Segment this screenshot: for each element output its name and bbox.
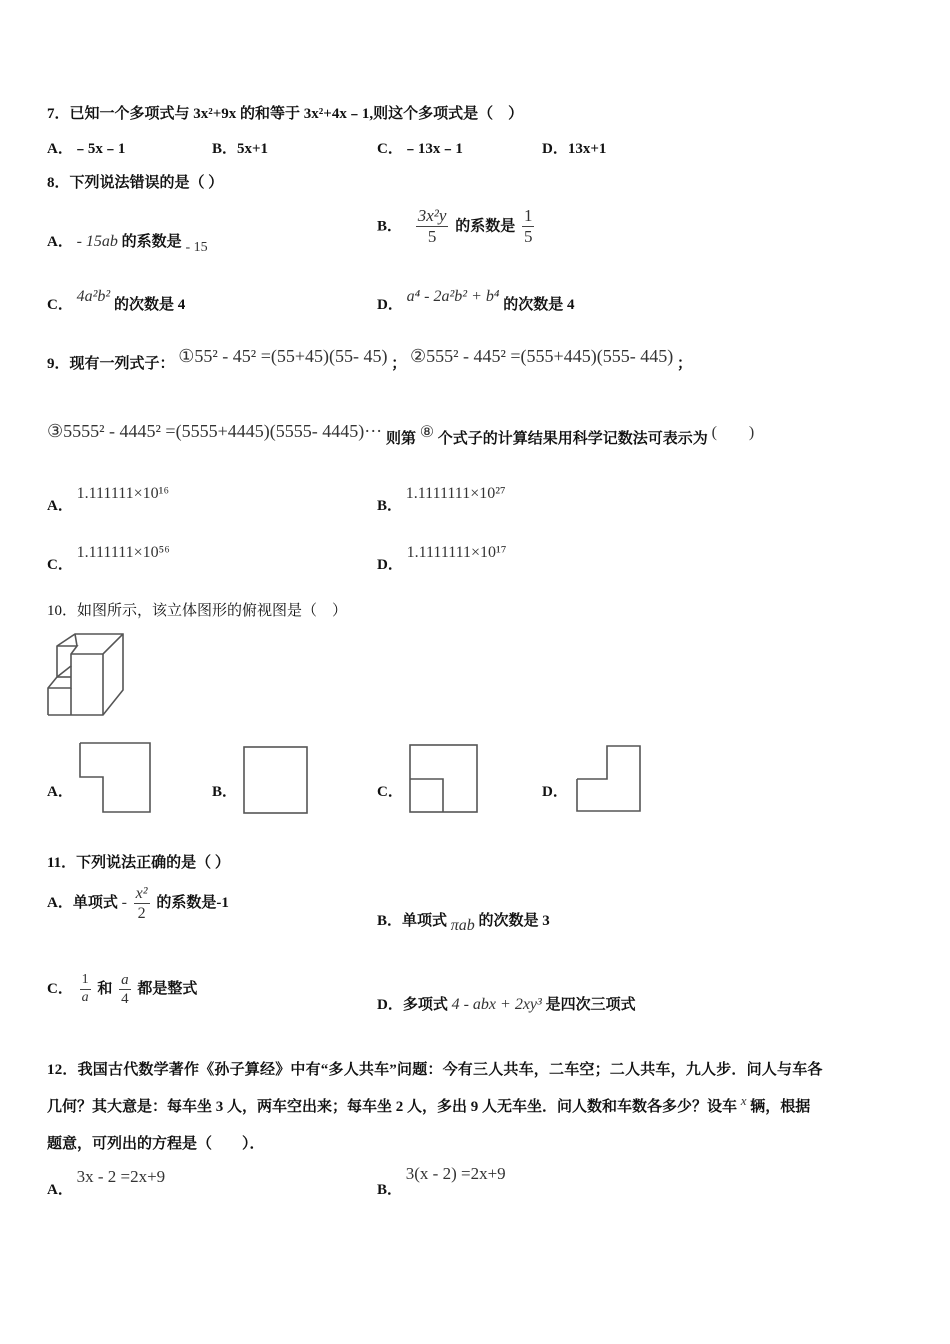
q7-option-d: D．13x+1	[542, 141, 607, 157]
option-value: 1.111111×10¹⁶	[76, 485, 170, 502]
q10-option-b: B．	[212, 784, 238, 800]
option-label: C．	[47, 297, 73, 313]
option-label: A．	[47, 1182, 73, 1198]
q7-option-b: B．5x+1	[212, 141, 269, 157]
option-value: 1.111111×10⁵⁶	[76, 544, 170, 561]
option-label: A．	[47, 498, 73, 514]
q12-line-2	[47, 1095, 810, 1116]
stem-text: 则第	[385, 431, 416, 447]
math-expression: 4a²b²	[76, 288, 111, 305]
q12-line-1: 12．我国古代数学著作《孙子算经》中有“多人共车”问题：今有三人共车，二车空；二人共车，九人步．问人与车各	[47, 1062, 823, 1078]
numerator: x²	[134, 884, 150, 904]
q7-option-a: A．﹣5x﹣1	[47, 141, 126, 157]
math-expression: πab	[450, 917, 475, 934]
math-expression-1: ①55² - 45² =(55+45)(55- 45)	[178, 346, 388, 366]
stem-text: 辆，根据	[750, 1099, 811, 1115]
q11-option-c	[47, 971, 197, 1008]
fraction	[119, 971, 131, 1008]
q7-stem: 7．已知一个多项式与 3x²+9x 的和等于 3x²+4x﹣1,则这个多项式是（ ）	[47, 106, 524, 122]
q11-option-b	[377, 909, 550, 934]
q10-stem: 10．如图所示，该立体图形的俯视图是（ ）	[47, 603, 348, 619]
top-view-option-a-shape	[80, 743, 150, 812]
option-text: 的系数是	[121, 234, 182, 250]
numerator: 3x²y	[416, 206, 449, 227]
option-value: 3(x - 2) =2x+9	[405, 1164, 506, 1183]
minus-sign: -	[121, 894, 127, 912]
fraction	[80, 972, 91, 1007]
separator: ；	[676, 356, 692, 372]
stem-text: 个式子的计算结果用科学记数法可表示为	[437, 431, 708, 447]
option-label: B．	[377, 218, 403, 235]
option-value: 1.1111111×10¹⁷	[406, 544, 507, 561]
option-label: D．	[377, 297, 403, 313]
q10-option-a: A．	[47, 784, 73, 800]
numerator: 1	[80, 972, 91, 990]
q8-stem: 8．下列说法错误的是（ ）	[47, 175, 224, 191]
option-label: C．	[47, 557, 73, 573]
denominator: 5	[427, 227, 437, 247]
denominator: 4	[121, 991, 129, 1007]
option-text: 的系数是	[455, 218, 516, 235]
numerator: a	[121, 972, 129, 988]
option-value: 3x - 2 =2x+9	[76, 1167, 166, 1186]
separator: ；	[391, 356, 407, 372]
numerator: 1	[522, 206, 535, 227]
stem-text: 几何？其大意是：每车坐 3 人，两车空出来；每车坐 2 人，多出 9 人无车坐．问人数和车数各多少？设车	[47, 1099, 738, 1115]
fraction	[134, 884, 150, 923]
q10-option-c: C．	[377, 784, 403, 800]
option-value: 1.1111111×10²⁷	[405, 485, 506, 502]
conjunction: 和	[97, 980, 113, 997]
q11-stem: 11．下列说法正确的是（ ）	[47, 855, 230, 871]
q12-option-a	[47, 1166, 166, 1198]
math-expression: - 15ab	[76, 233, 118, 250]
math-expression-2: ②555² - 445² =(555+445)(555- 445)	[409, 346, 674, 366]
denominator: a	[81, 990, 89, 1005]
math-expression: 4 - abx + 2xy³	[451, 996, 542, 1013]
q12-option-b	[377, 1163, 506, 1198]
option-text: 都是整式	[137, 980, 198, 997]
top-view-option-d-shape	[577, 746, 640, 811]
option-text: 的系数是-1	[156, 895, 229, 912]
option-text: 的次数是 3	[478, 913, 550, 929]
q11-option-d	[377, 993, 636, 1014]
option-text: 的次数是 4	[113, 297, 186, 313]
solid-figure-3d	[48, 634, 123, 715]
circled-number: ⑧	[419, 424, 435, 441]
option-label: A．	[47, 234, 73, 250]
answer-paren: ( )	[711, 424, 755, 441]
top-view-option-c-shape	[410, 745, 477, 812]
math-value: - 15	[185, 240, 208, 255]
math-expression-3: ③5555² - 4445² =(5555+4445)(5555- 4445)···	[47, 421, 383, 441]
q7-option-c: C．﹣13x﹣1	[377, 141, 463, 157]
denominator: 2	[137, 905, 146, 923]
option-label: C．	[47, 980, 73, 997]
top-view-option-b-shape	[244, 747, 307, 813]
math-expression: a⁴ - 2a²b² + b⁴	[406, 288, 500, 305]
option-label: D．	[377, 557, 403, 573]
option-text: 是四次三项式	[545, 997, 636, 1013]
denominator: 5	[523, 227, 533, 247]
q11-option-a	[47, 884, 229, 923]
q12-line-3: 题意，可列出的方程是（ ）．	[47, 1136, 265, 1152]
option-text: 的次数是 4	[503, 297, 575, 313]
variable: x	[740, 1093, 747, 1108]
option-label: B．	[377, 1182, 403, 1198]
option-label: D．多项式	[377, 997, 448, 1013]
option-label: A．单项式	[47, 895, 118, 912]
q10-option-d: D．	[542, 784, 568, 800]
option-label: B．	[377, 498, 403, 514]
q9-stem: 9．现有一列式子：	[47, 356, 175, 372]
option-label: B．单项式	[377, 913, 448, 929]
